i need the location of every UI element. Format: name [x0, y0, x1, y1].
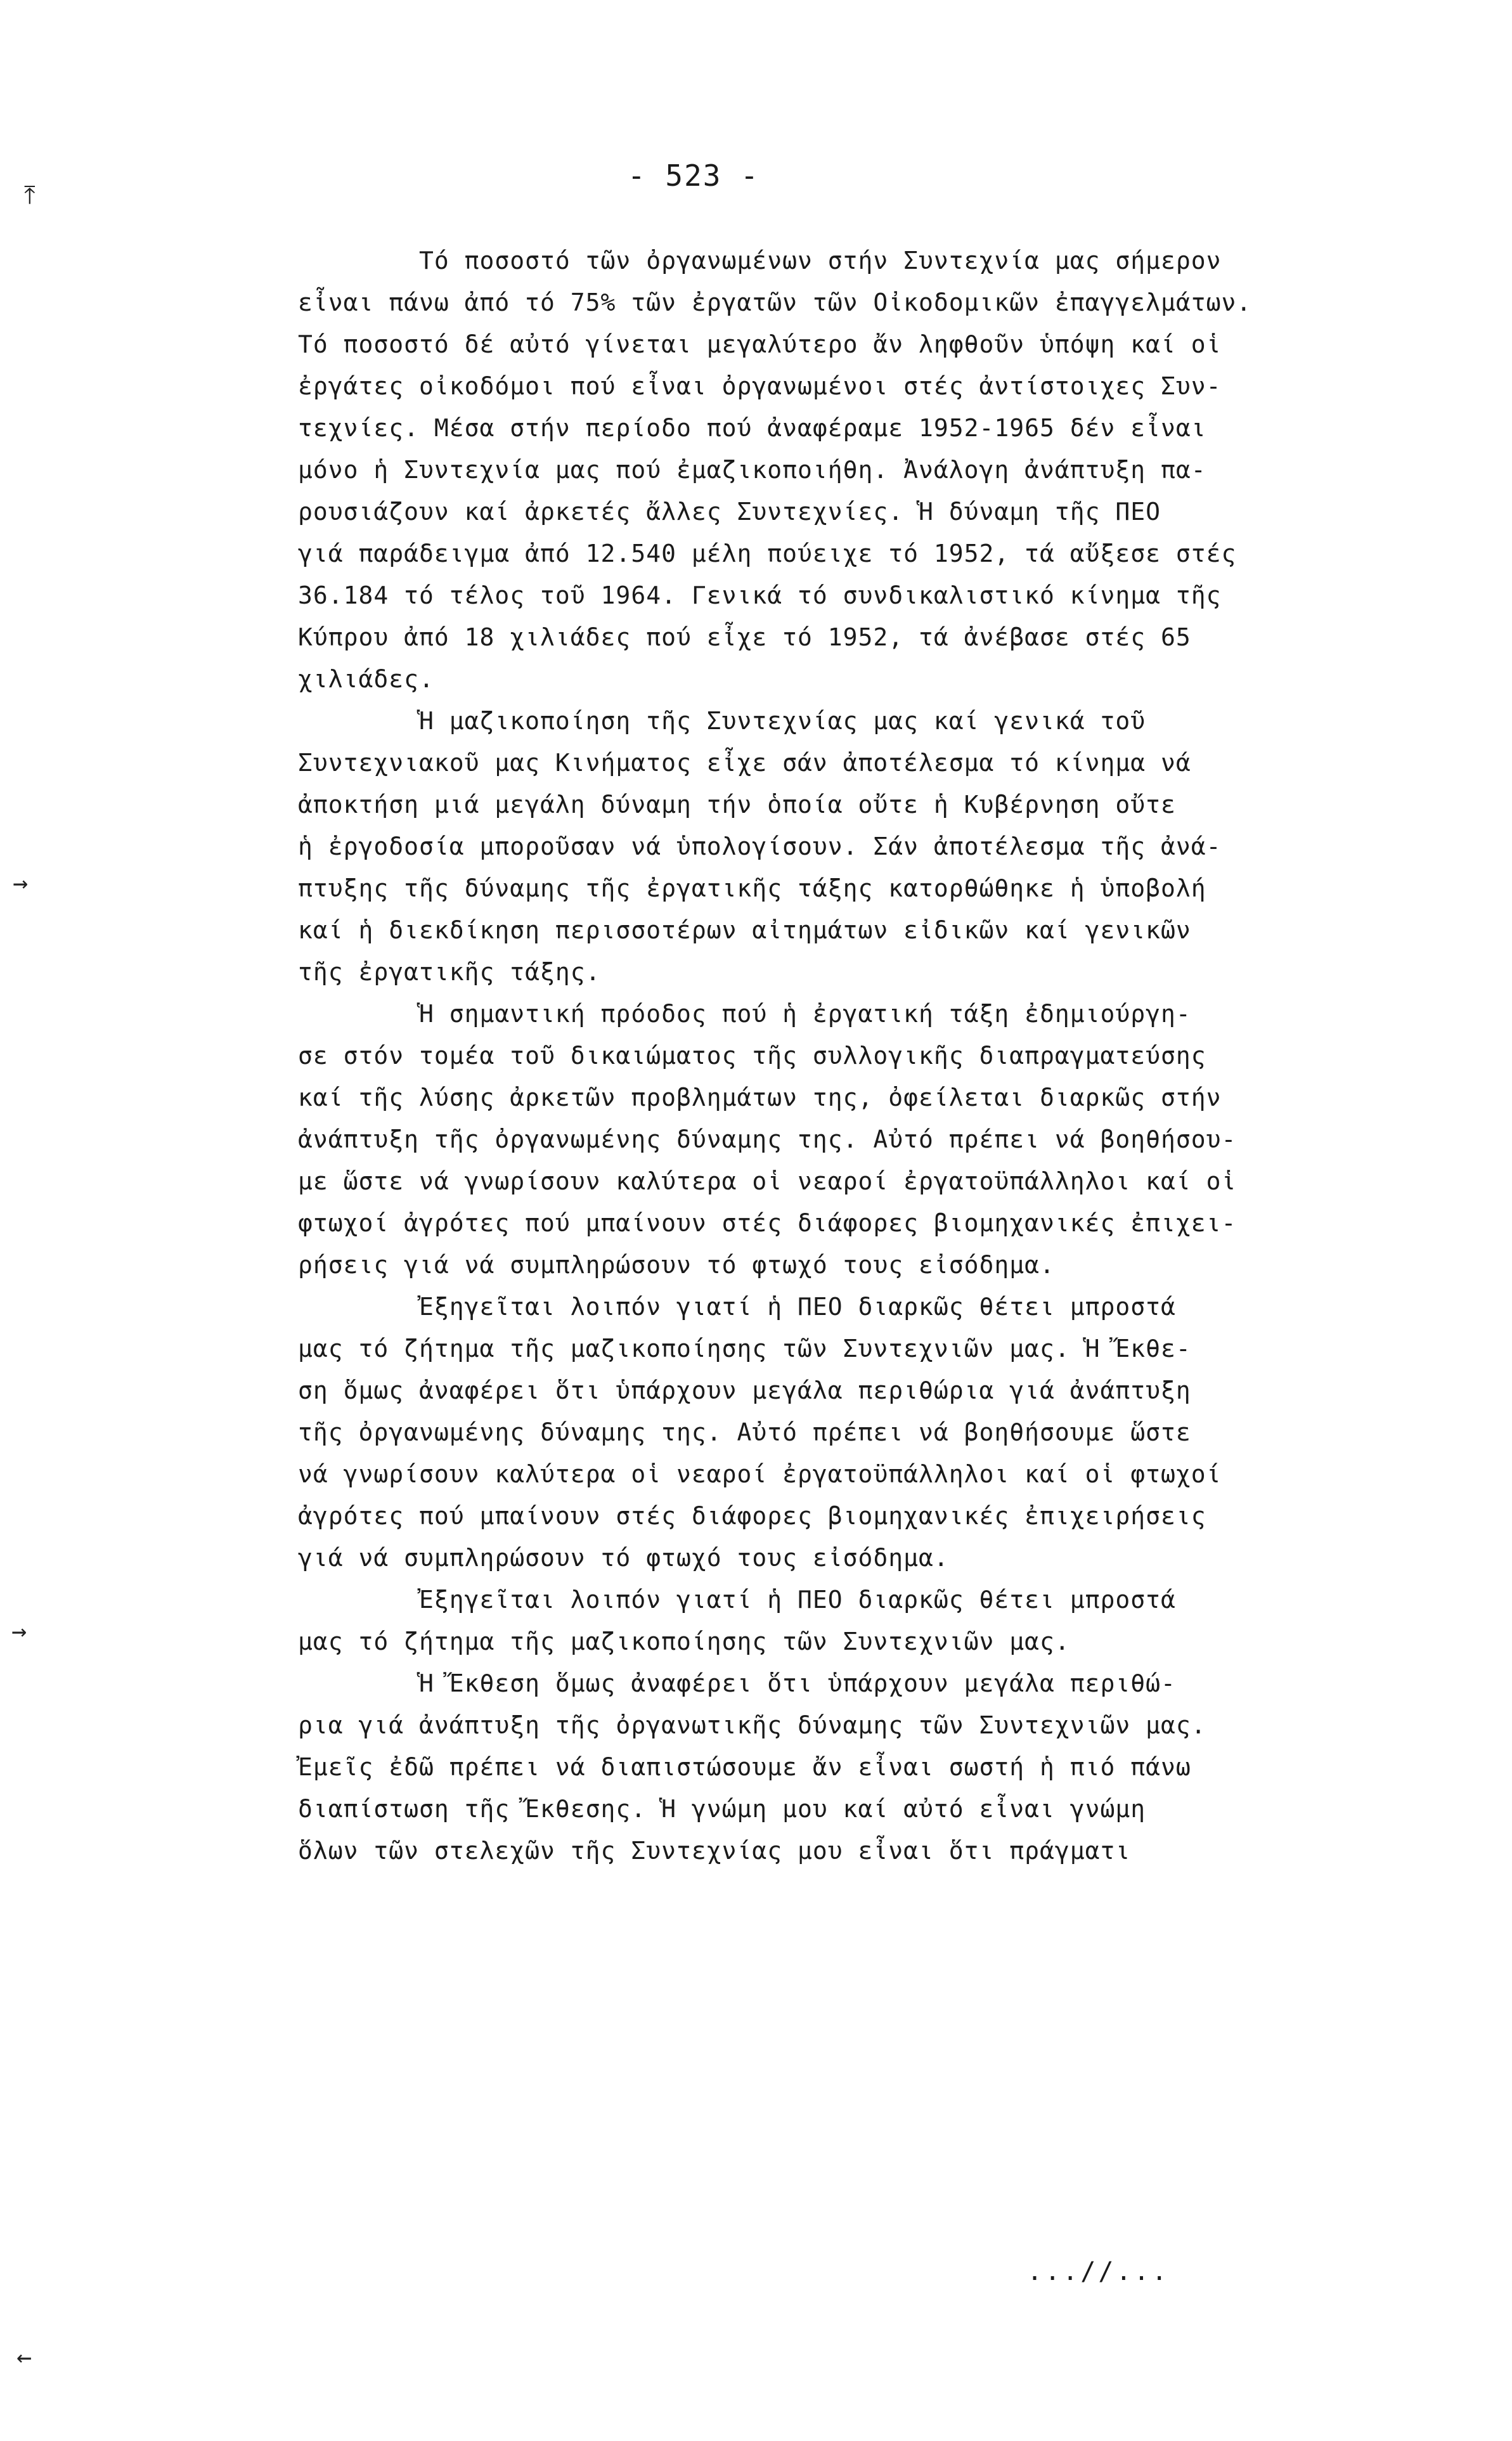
text-line: νά γνωρίσουν καλύτερα οἱ νεαροί ἐργατοϋπάλληλοι καί οἱ φτωχοί	[298, 1460, 1222, 1488]
text-line: Τό ποσοστό δέ αὐτό γίνεται μεγαλύτερο ἄν ληφθοῦν ὑπόψη καί οἱ	[298, 330, 1222, 358]
text-line: ρήσεις γιά νά συμπληρώσουν τό φτωχό τους εἰσόδημα.	[298, 1251, 1055, 1279]
text-line: με ὥστε νά γνωρίσουν καλύτερα οἱ νεαροί ἐργατοϋπάλληλοι καί οἱ	[298, 1167, 1237, 1195]
text-line: ἐργάτες οἰκοδόμοι πού εἶναι ὀργανωμένοι στές ἀντίστοιχες Συν-	[298, 372, 1222, 400]
text-line: γιά παράδειγμα ἀπό 12.540 μέλη πούειχε τό 1952, τά αὔξεσε στές	[298, 540, 1237, 567]
text-line: Ἡ μαζικοποίηση τῆς Συντεχνίας μας καί γενικά τοῦ	[298, 707, 1146, 735]
binding-mark-icon: →	[13, 869, 29, 898]
text-line: Κύπρου ἀπό 18 χιλιάδες πού εἶχε τό 1952, τά ἀνέβασε στές 65	[298, 623, 1191, 651]
text-line: τεχνίες. Μέσα στήν περίοδο πού ἀναφέραμε 1952-1965 δέν εἶναι	[298, 414, 1206, 442]
binding-mark-icon: →	[11, 1617, 27, 1646]
text-line: μας τό ζήτημα τῆς μαζικοποίησης τῶν Συντεχνιῶν μας.	[298, 1628, 1070, 1655]
text-line: καί ἡ διεκδίκηση περισσοτέρων αἰτημάτων εἰδικῶν καί γενικῶν	[298, 916, 1191, 944]
text-line: Ἡ σημαντική πρόοδος πού ἡ ἐργατική τάξη ἐδημιούργη-	[298, 1000, 1191, 1028]
text-line: τῆς ὀργανωμένης δύναμης της. Αὐτό πρέπει νά βοηθήσουμε ὥστε	[298, 1418, 1191, 1446]
text-line: Τό ποσοστό τῶν ὀργανωμένων στήν Συντεχνία μας σήμερον	[298, 247, 1222, 275]
text-line: μόνο ἡ Συντεχνία μας πού ἐμαζικοποιήθη. Ἀνάλογη ἀνάπτυξη πα-	[298, 456, 1206, 484]
text-line: ἀποκτήση μιά μεγάλη δύναμη τήν ὁποία οὔτε ἡ Κυβέρνηση οὔτε	[298, 791, 1176, 819]
binding-mark-icon: ←	[16, 2343, 32, 2372]
text-line: Συντεχνιακοῦ μας Κινήματος εἶχε σάν ἀποτέλεσμα τό κίνημα νά	[298, 749, 1191, 777]
text-line: Ἐξηγεῖται λοιπόν γιατί ἡ ΠΕΟ διαρκῶς θέτει μπροστά	[298, 1293, 1176, 1321]
text-line: εἶναι πάνω ἀπό τό 75% τῶν ἐργατῶν τῶν Οἰκοδομικῶν ἐπαγγελμάτων.	[298, 288, 1252, 316]
continuation-marker: ...//...	[1027, 2257, 1170, 2286]
text-line: μας τό ζήτημα τῆς μαζικοποίησης τῶν Συντεχνιῶν μας. Ἡ Ἔκθε-	[298, 1335, 1191, 1363]
body-text	[298, 240, 1388, 1872]
text-line: τῆς ἐργατικῆς τάξης.	[298, 958, 601, 986]
text-line: ρια γιά ἀνάπτυξη τῆς ὀργανωτικῆς δύναμης τῶν Συντεχνιῶν μας.	[298, 1711, 1206, 1739]
text-line: ἀνάπτυξη τῆς ὀργανωμένης δύναμης της. Αὐτό πρέπει νά βοηθήσου-	[298, 1125, 1237, 1153]
text-line: ἡ ἐργοδοσία μποροῦσαν νά ὑπολογίσουν. Σάν ἀποτέλεσμα τῆς ἀνά-	[298, 832, 1222, 860]
text-line: ση ὅμως ἀναφέρει ὅτι ὑπάρχουν μεγάλα περιθώρια γιά ἀνάπτυξη	[298, 1376, 1191, 1404]
text-line: καί τῆς λύσης ἀρκετῶν προβλημάτων της, ὀφείλεται διαρκῶς στήν	[298, 1084, 1222, 1111]
text-line: χιλιάδες.	[298, 665, 434, 693]
text-line: ρουσιάζουν καί ἀρκετές ἄλλες Συντεχνίες. Ἡ δύναμη τῆς ΠΕΟ	[298, 498, 1161, 526]
page-number: - 523 -	[628, 159, 759, 193]
text-line: Ἐμεῖς ἐδῶ πρέπει νά διαπιστώσουμε ἄν εἶναι σωστή ἡ πιό πάνω	[298, 1753, 1191, 1781]
text-line: διαπίστωση τῆς Ἔκθεσης. Ἡ γνώμη μου καί αὐτό εἶναι γνώμη	[298, 1795, 1146, 1823]
text-line: Ἐξηγεῖται λοιπόν γιατί ἡ ΠΕΟ διαρκῶς θέτει μπροστά	[298, 1586, 1176, 1614]
text-line: φτωχοί ἀγρότες πού μπαίνουν στές διάφορες βιομηχανικές ἐπιχει-	[298, 1209, 1237, 1237]
text-line: σε στόν τομέα τοῦ δικαιώματος τῆς συλλογικῆς διαπραγματεύσης	[298, 1042, 1206, 1070]
text-line: πτυξης τῆς δύναμης τῆς ἐργατικῆς τάξης κατορθώθηκε ἡ ὑποβολή	[298, 874, 1206, 902]
binding-mark-icon: ⤒	[24, 181, 36, 210]
text-line: γιά νά συμπληρώσουν τό φτωχό τους εἰσόδημα.	[298, 1544, 949, 1572]
text-line: Ἡ Ἔκθεση ὅμως ἀναφέρει ὅτι ὑπάρχουν μεγάλα περιθώ-	[298, 1669, 1176, 1697]
text-line: 36.184 τό τέλος τοῦ 1964. Γενικά τό συνδικαλιστικό κίνημα τῆς	[298, 581, 1222, 609]
text-line: ἀγρότες πού μπαίνουν στές διάφορες βιομηχανικές ἐπιχειρήσεις	[298, 1502, 1206, 1530]
text-line: ὅλων τῶν στελεχῶν τῆς Συντεχνίας μου εἶναι ὅτι πράγματι	[298, 1837, 1131, 1865]
